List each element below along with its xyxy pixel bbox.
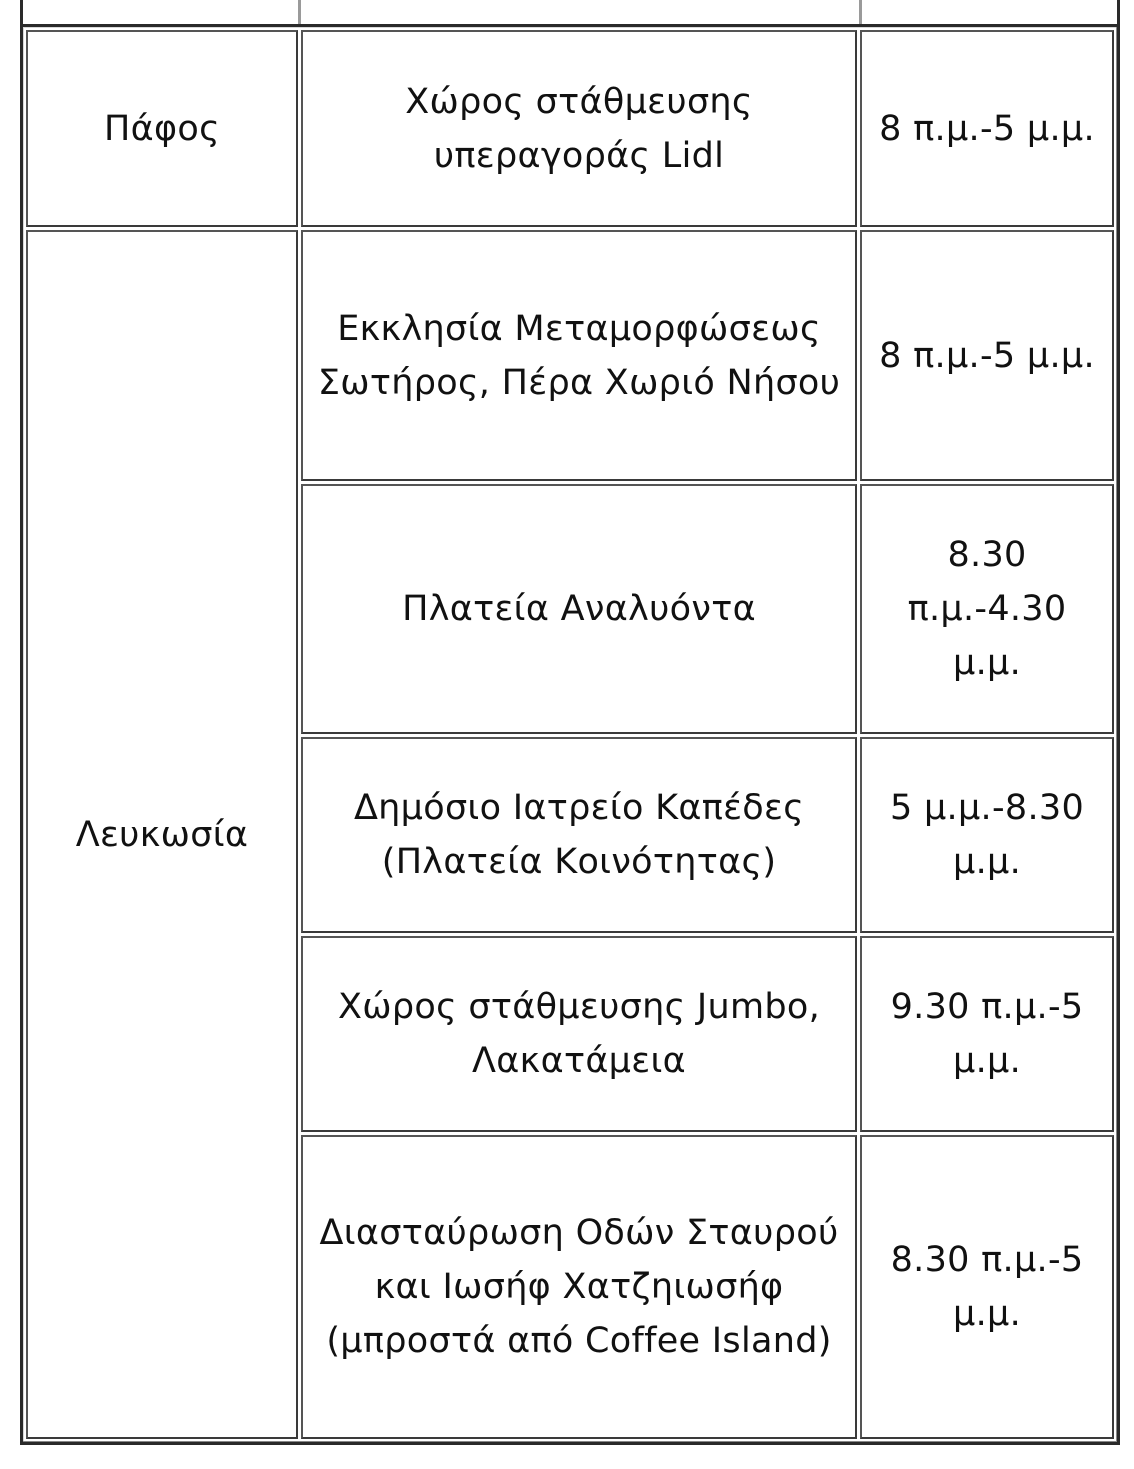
hours-cell: 8 π.μ.-5 μ.μ. — [860, 30, 1114, 227]
location-cell: Δημόσιο Ιατρείο Καπέδες (Πλατεία Κοινότητας) — [301, 737, 857, 933]
schedule-table — [20, 24, 1120, 1445]
location-cell: Χώρος στάθμευσης υπεραγοράς Lidl — [301, 30, 857, 227]
table-row — [26, 230, 1114, 481]
table-row — [26, 30, 1114, 227]
district-cell: Λευκωσία — [26, 230, 298, 1439]
hours-cell: 9.30 π.μ.-5 μ.μ. — [860, 936, 1114, 1132]
district-cell: Πάφος — [26, 30, 298, 227]
table-top-continuation — [20, 0, 1120, 26]
hours-cell: 8.30 π.μ.-5 μ.μ. — [860, 1135, 1114, 1439]
hours-cell: 5 μ.μ.-8.30 μ.μ. — [860, 737, 1114, 933]
location-cell: Πλατεία Αναλυόντα — [301, 484, 857, 734]
column-divider — [859, 0, 862, 26]
hours-cell: 8 π.μ.-5 μ.μ. — [860, 230, 1114, 481]
location-cell: Εκκλησία Μεταμορφώσεως Σωτήρος, Πέρα Χωριό Νήσου — [301, 230, 857, 481]
location-cell: Χώρος στάθμευσης Jumbo, Λακατάμεια — [301, 936, 857, 1132]
location-cell: Διασταύρωση Οδών Σταυρού και Ιωσήφ Χατζηιωσήφ (μπροστά από Coffee Island) — [301, 1135, 857, 1439]
column-divider — [298, 0, 301, 26]
hours-cell: 8.30 π.μ.-4.30 μ.μ. — [860, 484, 1114, 734]
